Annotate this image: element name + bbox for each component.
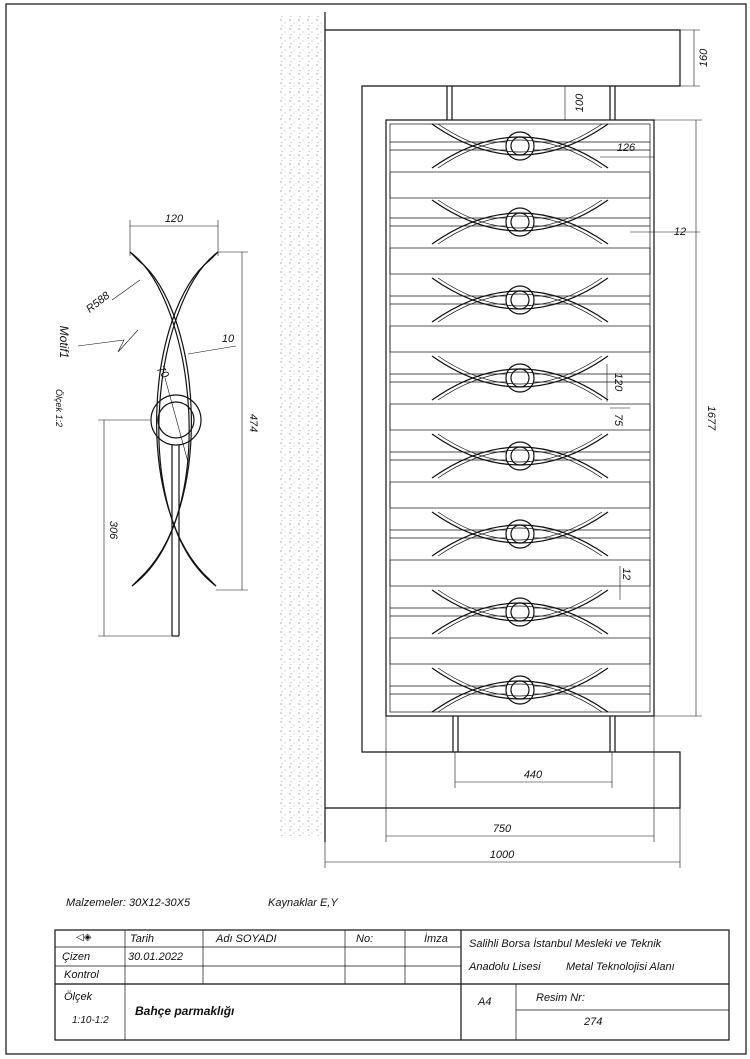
motif-scale: Ölçek 1:2: [54, 388, 64, 428]
motif-eye: [390, 200, 650, 244]
lower-posts: [453, 716, 615, 752]
drawing-title: Bahçe parmaklığı: [135, 1004, 235, 1018]
horizontal-bar: [390, 638, 650, 664]
horizontal-bar: [390, 326, 650, 352]
col-date-header: Tarih: [130, 933, 155, 945]
drawing-number-label: Resim Nr:: [536, 992, 585, 1004]
motif-eye: [390, 668, 650, 712]
motif-eye: [390, 434, 650, 478]
dim-1677: 1677: [705, 405, 717, 431]
upper-posts: [447, 86, 615, 120]
motif-eye: [390, 512, 650, 556]
col-name-header: Adı SOYADI: [216, 933, 277, 945]
dim-12-bottom: 12: [620, 567, 632, 581]
dim-750: 750: [492, 823, 512, 835]
wall-section: [277, 15, 325, 837]
dim-100: 100: [574, 93, 586, 113]
motif-title: Motif1: [57, 325, 71, 359]
dim-lines-right: [565, 30, 702, 716]
motif-eye: [390, 124, 650, 168]
dim-12-top: 12: [673, 226, 687, 238]
dim-lines-bottom: [325, 716, 680, 868]
motif-dim-70: 70: [154, 363, 171, 381]
school-name-line2: Anadolu Lisesi: [469, 961, 541, 973]
drawn-date: 30.01.2022: [128, 951, 184, 963]
motif-dim-r588: R588: [84, 289, 113, 316]
col-no-header: No:: [356, 933, 374, 945]
motif-eye: [390, 590, 650, 634]
dim-126: 126: [616, 142, 636, 154]
department-name: Metal Teknolojisi Alanı: [566, 961, 675, 973]
dim-440: 440: [523, 769, 543, 781]
materials-note: Malzemeler: 30X12-30X5: [66, 897, 191, 909]
motif-dim-10: 10: [221, 333, 235, 345]
horizontal-bar: [390, 248, 650, 274]
horizontal-bar: [390, 172, 650, 198]
panel-motifs: [390, 124, 650, 712]
projection-symbol: ◁◈: [76, 932, 92, 943]
motif-dim-474: 474: [247, 413, 259, 433]
dim-120-ring: 120: [612, 372, 624, 392]
school-name-line1: Salihli Borsa İstanbul Mesleki ve Teknik: [469, 938, 662, 950]
scale-label: Ölçek: [64, 991, 93, 1003]
dim-160: 160: [698, 48, 710, 68]
motif-eye: [390, 278, 650, 322]
row-drawn-label: Çizen: [62, 951, 91, 963]
scale-value: 1:10-1:2: [72, 1015, 109, 1026]
motif-dim-306: 306: [107, 520, 119, 540]
motif-detail: [78, 220, 248, 636]
horizontal-bar: [390, 482, 650, 508]
paper-size: A4: [478, 996, 492, 1008]
dim-1000: 1000: [489, 849, 515, 861]
horizontal-bars: [390, 172, 650, 664]
horizontal-bar: [390, 560, 650, 586]
drawing-number: 274: [584, 1016, 603, 1028]
dim-75: 75: [612, 413, 624, 427]
col-sign-header: İmza: [424, 933, 448, 945]
motif-eye: [390, 356, 650, 400]
motif-dim-120: 120: [164, 213, 184, 225]
welding-note: Kaynaklar E,Y: [268, 897, 338, 909]
row-check-label: Kontrol: [64, 969, 99, 981]
